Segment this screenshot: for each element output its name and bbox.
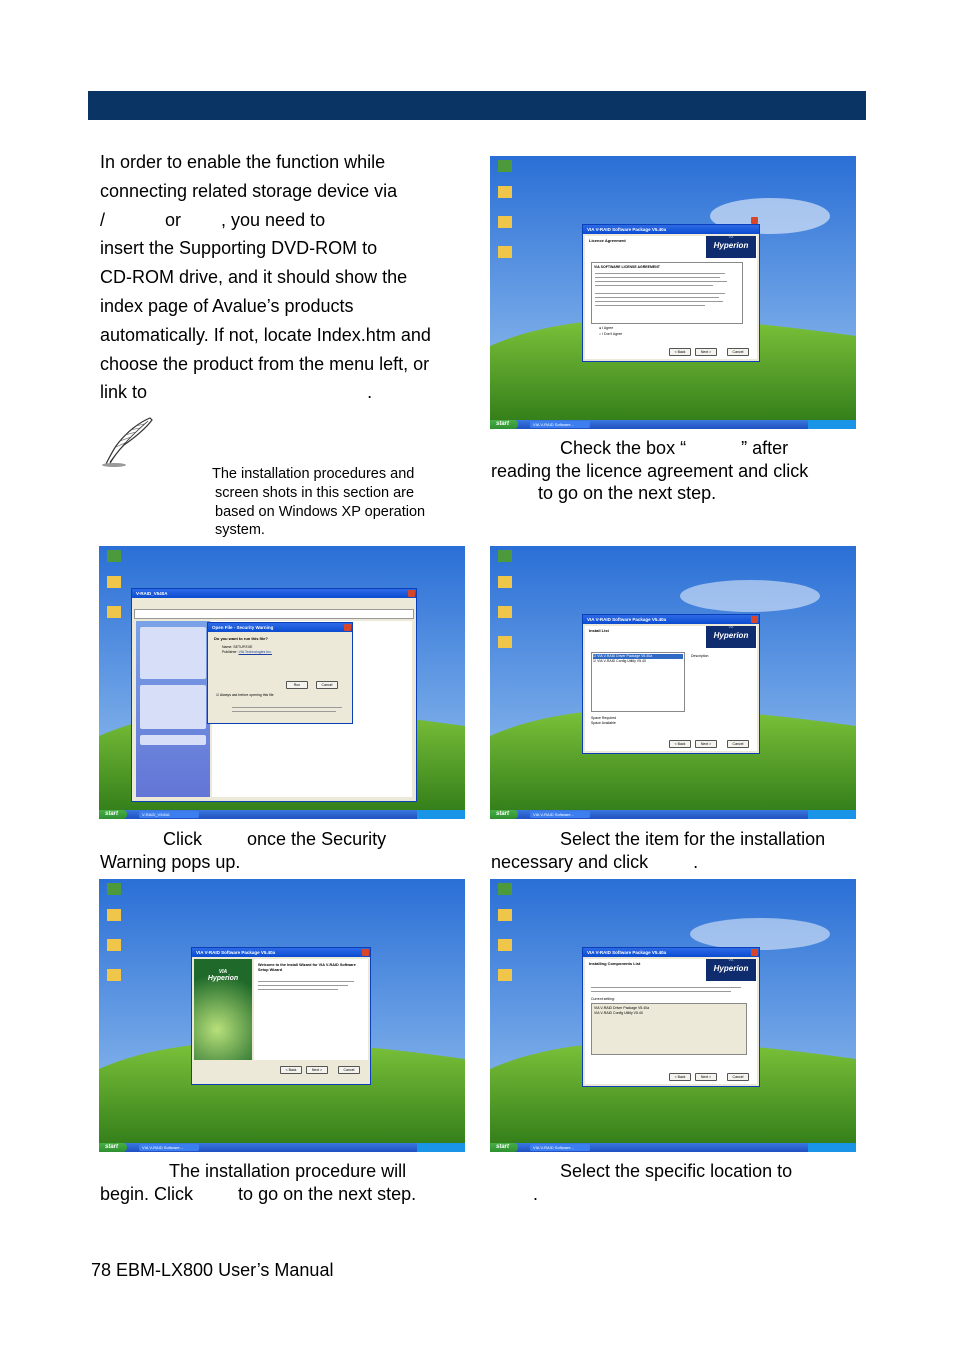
- intro-line: link to .: [100, 382, 373, 403]
- window-body: [585, 959, 757, 1084]
- taskbar-item[interactable]: VIA V-RAID Software...: [530, 421, 590, 428]
- section-title: Licence Agreement: [589, 238, 626, 243]
- back-button[interactable]: < Back: [669, 348, 691, 356]
- folder-icon[interactable]: [498, 216, 512, 228]
- back-button[interactable]: < Back: [280, 1066, 302, 1074]
- taskbar-item[interactable]: VIA V-RAID Software...: [139, 1144, 199, 1151]
- note-line: based on Windows XP operation: [215, 503, 426, 520]
- window-title: VIA V-RAID Software Package V5.40a: [583, 225, 759, 234]
- window-title: VIA V-RAID Software Package V5.40a: [192, 948, 370, 957]
- system-tray: [417, 810, 465, 819]
- via-hyperion-logo: VIA Hyperion: [706, 626, 756, 648]
- via-hyperion-logo: VIA Hyperion: [706, 959, 756, 981]
- folder-icon[interactable]: [498, 969, 512, 981]
- caption-line: to go on the next step.: [538, 483, 717, 503]
- note-line: system.: [215, 522, 265, 539]
- caption-welcome: [100, 1160, 416, 1205]
- screenshot-components-list: [490, 879, 856, 1152]
- component-item[interactable]: ☑ VIA V-RAID Config Utility V5.40: [593, 659, 646, 663]
- system-tray: [808, 810, 856, 819]
- close-icon[interactable]: [408, 590, 415, 597]
- address-bar[interactable]: [134, 609, 414, 619]
- window-title: VIA V-RAID Software Package V5.40a: [583, 948, 759, 957]
- wizard-heading: Welcome to the Install Wizard for VIA V-RAID Software Setup Wizard: [258, 963, 356, 972]
- folder-icon[interactable]: [498, 909, 512, 921]
- wizard-banner: [194, 959, 252, 1060]
- next-button[interactable]: Next >: [306, 1066, 328, 1074]
- back-button[interactable]: < Back: [669, 740, 691, 748]
- window-title: VIA V-RAID Software Package V5.40a: [583, 615, 759, 624]
- cancel-button[interactable]: Cancel: [727, 348, 749, 356]
- intro-line: In order to enable the function while: [100, 152, 386, 172]
- caption-line: Click once the Security: [163, 829, 387, 849]
- recycle-bin-icon[interactable]: [498, 883, 512, 895]
- close-icon[interactable]: [751, 217, 758, 224]
- note-text: [212, 465, 462, 540]
- next-button[interactable]: Next >: [695, 740, 717, 748]
- taskbar: [99, 810, 465, 819]
- next-button[interactable]: Next >: [695, 348, 717, 356]
- caption-line: Select the item for the installation: [560, 829, 826, 849]
- start-button[interactable]: start: [490, 1143, 518, 1152]
- intro-paragraph: [100, 148, 462, 407]
- caption-security: [100, 828, 386, 873]
- welcome-wizard-window: [191, 947, 371, 1085]
- intro-line: / or , you need to: [100, 209, 326, 230]
- intro-line: connecting related storage device via: [100, 180, 398, 201]
- intro-line: index page of Avalue’s products: [100, 295, 354, 316]
- folder-icon[interactable]: [107, 939, 121, 951]
- taskbar: [490, 810, 856, 819]
- dialog-title: Open File - Security Warning: [208, 623, 352, 632]
- section-header-bar: [88, 91, 866, 120]
- system-tray: [417, 1143, 465, 1152]
- close-icon[interactable]: [751, 949, 758, 956]
- caption-line: Check the box “ ” after: [560, 438, 789, 458]
- system-tray: [808, 1143, 856, 1152]
- disagree-radio[interactable]: ○ I Don't Agree: [599, 332, 623, 336]
- taskbar-item[interactable]: VIA V-RAID Software...: [530, 1144, 590, 1151]
- settings-summary[interactable]: VIA V-RAID Driver Package V5.40a VIA V-RAID Config Utility V5.40: [591, 1003, 747, 1055]
- description-label: Description: [691, 654, 709, 658]
- explorer-sidebar: [136, 621, 210, 797]
- start-button[interactable]: start: [99, 810, 127, 819]
- agree-radio[interactable]: ● I Agree: [599, 326, 614, 330]
- caption-licence: [491, 437, 808, 505]
- folder-icon[interactable]: [107, 606, 121, 618]
- folder-icon[interactable]: [107, 969, 121, 981]
- recycle-bin-icon[interactable]: [498, 550, 512, 562]
- current-settings-label: Current setting:: [591, 997, 615, 1001]
- component-item[interactable]: ☑ VIA V-RAID Driver Package V5.40a: [593, 654, 683, 659]
- caption-install-list: [491, 828, 825, 873]
- security-warning-dialog: [207, 622, 353, 724]
- cancel-button[interactable]: Cancel: [727, 1073, 749, 1081]
- back-button[interactable]: < Back: [669, 1073, 691, 1081]
- page-footer: 78 EBM-LX800 User’s Manual: [91, 1260, 334, 1280]
- folder-icon[interactable]: [498, 939, 512, 951]
- intro-line: CD-ROM drive, and it should show the: [100, 267, 408, 288]
- components-window: [582, 947, 760, 1087]
- taskbar-item[interactable]: VIA V-RAID Software...: [530, 811, 590, 818]
- licence-subtitle: VIA SOFTWARE LICENSE AGREEMENT: [594, 265, 660, 269]
- licence-window: [582, 224, 760, 362]
- licence-text-area[interactable]: [591, 262, 743, 324]
- close-icon[interactable]: [344, 624, 351, 631]
- folder-icon[interactable]: [498, 576, 512, 588]
- caption-line: Warning pops up.: [100, 851, 241, 872]
- cancel-button[interactable]: Cancel: [338, 1066, 360, 1074]
- note-line: The installation procedures and: [212, 466, 415, 482]
- recycle-bin-icon[interactable]: [498, 160, 512, 172]
- screenshot-security-warning: [99, 546, 465, 819]
- section-title: Installing Components List: [589, 961, 641, 966]
- close-icon[interactable]: [362, 949, 369, 956]
- window-title: V-RAID_V540A: [132, 589, 416, 598]
- taskbar-item[interactable]: V-RAID_V540A: [139, 811, 199, 818]
- recycle-bin-icon[interactable]: [107, 550, 121, 562]
- start-button[interactable]: start: [490, 420, 518, 429]
- taskbar: [490, 1143, 856, 1152]
- caption-line: begin. Click to go on the next step.: [100, 1183, 417, 1204]
- caption-location: [491, 1160, 792, 1205]
- intro-line: insert the Supporting DVD-ROM to: [100, 238, 378, 259]
- folder-icon[interactable]: [107, 576, 121, 588]
- caption-line: necessary and click .: [491, 851, 699, 872]
- start-button[interactable]: start: [99, 1143, 127, 1152]
- folder-icon[interactable]: [498, 636, 512, 648]
- dialog-question: Do you want to run this file?: [214, 636, 268, 641]
- section-title: Install List: [589, 628, 609, 633]
- run-button[interactable]: Run: [286, 681, 308, 689]
- recycle-bin-icon[interactable]: [107, 883, 121, 895]
- always-ask-checkbox[interactable]: ☑ Always ask before opening this file: [216, 693, 274, 697]
- hyperion-logo-text: VIA Hyperion: [207, 969, 239, 982]
- system-tray: [808, 420, 856, 429]
- screenshot-licence-agreement: [490, 156, 856, 429]
- caption-line: .: [533, 1183, 539, 1204]
- file-details: Name: SETUP.EXE Publisher: VIA Technologies Inc.: [222, 645, 272, 654]
- install-list-window: [582, 614, 760, 754]
- via-hyperion-logo: VIA Hyperion: [706, 236, 756, 258]
- folder-icon[interactable]: [498, 186, 512, 198]
- folder-icon[interactable]: [498, 606, 512, 618]
- intro-line: choose the product from the menu left, or: [100, 353, 430, 374]
- caption-line: Select the specific location to: [560, 1161, 793, 1181]
- folder-icon[interactable]: [107, 909, 121, 921]
- wizard-content: [254, 959, 368, 1060]
- close-icon[interactable]: [751, 616, 758, 623]
- taskbar: [490, 420, 856, 429]
- note-line: screen shots in this section are: [215, 484, 415, 501]
- intro-line: automatically. If not, locate Index.htm and: [100, 324, 431, 345]
- feather-pen-icon: [100, 416, 158, 468]
- folder-icon[interactable]: [498, 246, 512, 258]
- screenshot-welcome-wizard: [99, 879, 465, 1152]
- start-button[interactable]: start: [490, 810, 518, 819]
- cancel-button[interactable]: Cancel: [727, 740, 749, 748]
- window-body: [585, 236, 757, 359]
- taskbar: [99, 1143, 465, 1152]
- caption-line: The installation procedure will: [169, 1161, 407, 1181]
- next-button[interactable]: Next >: [695, 1073, 717, 1081]
- cancel-button[interactable]: Cancel: [316, 681, 338, 689]
- caption-line: reading the licence agreement and click: [491, 460, 809, 481]
- space-info: Space Required Space Available: [591, 716, 617, 725]
- window-body: [585, 626, 757, 751]
- component-list[interactable]: [591, 652, 685, 712]
- screenshot-install-list: [490, 546, 856, 819]
